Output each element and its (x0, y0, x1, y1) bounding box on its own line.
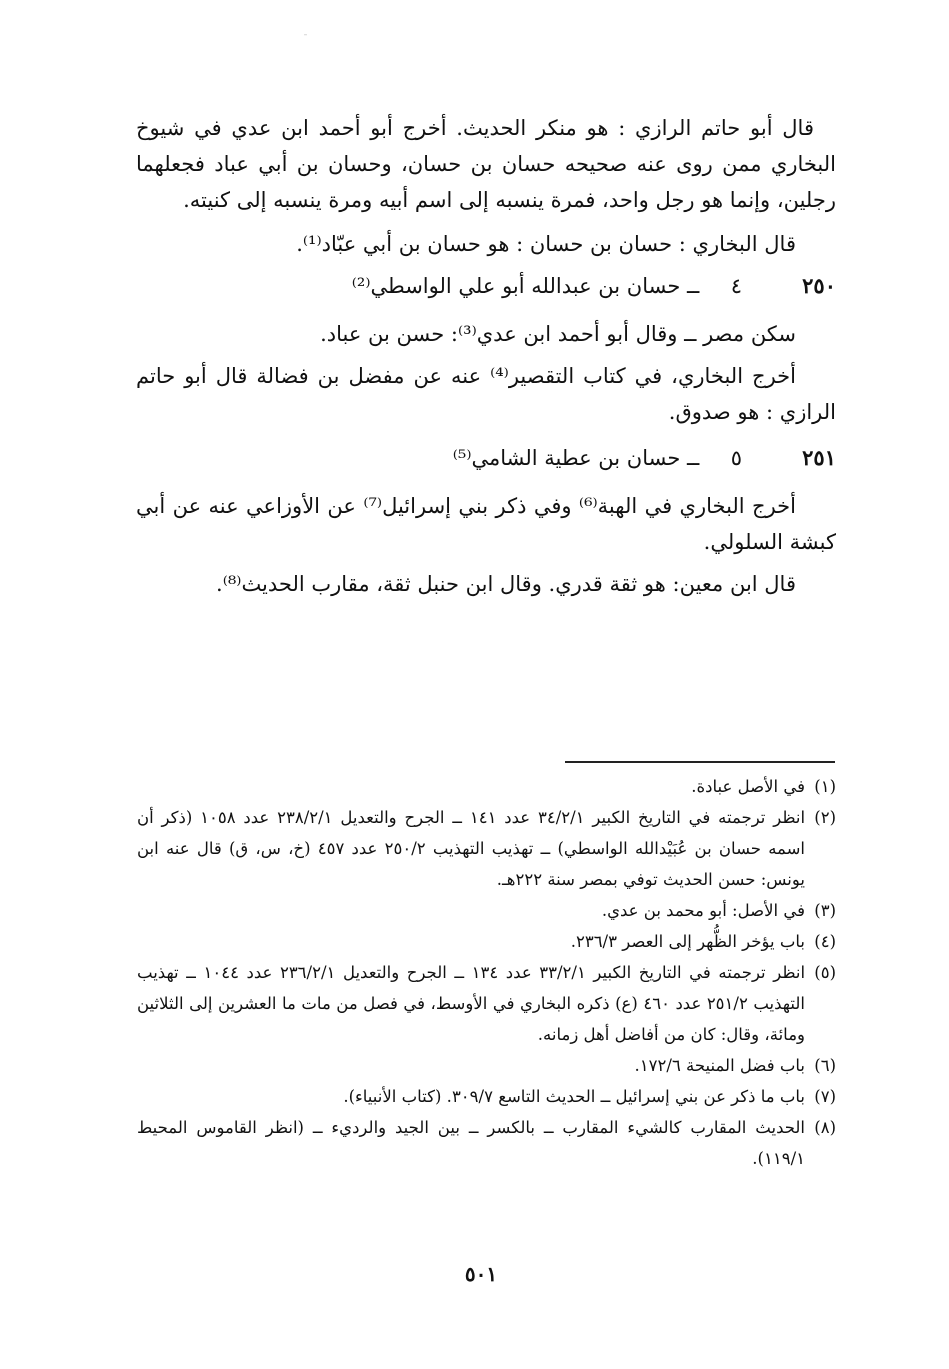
footnote-number: (١) (814, 777, 836, 796)
bukhari-quote: قال البخاري : حسان بن حسان : هو حسان بن أبي عبّاد⁽¹⁾. (296, 232, 796, 256)
footnote-number: (٥) (814, 963, 836, 982)
paragraph-ibn-main: قال ابن معين: هو ثقة قدري. وقال ابن حنبل ثقة، مقارب الحديث⁽⁸⁾. (216, 572, 796, 596)
page-number: ٥٠١ (464, 1262, 498, 1286)
footnote (137, 802, 836, 895)
main-text-block (136, 110, 836, 608)
entry-title (453, 440, 766, 476)
footnote (137, 1112, 836, 1174)
footnote-number: (٤) (814, 932, 836, 951)
footnote-text: باب يؤخر الظُّهر إلى العصر ٢٣٦/٣. (570, 932, 805, 951)
entry-number: ٢٥٠ (802, 273, 836, 298)
footnote-number: (٧) (814, 1087, 836, 1106)
footnote (137, 957, 836, 1050)
entry-name: ــ حسان بن عبدالله أبو علي الواسطي⁽²⁾ (351, 274, 700, 298)
footnote-text: انظر ترجمته في التاريخ الكبير ٣٣/٢/١ عدد ١٣٤ ــ الجرح والتعديل ٢٣٦/٢/١ عدد ١٠٤٤ ــ تهذيب التهذيب ٢٥١/٢ عدد ٤٦٠ (ع) ذكره البخاري في الأوسط، في فصل من مات ما العشرين إلى الثلاثين ومائة، وقال: كان من أفاضل أهل زمانه. (137, 963, 806, 1044)
footnote (137, 771, 836, 802)
paragraph-hiba: أخرج البخاري في الهبة⁽⁶⁾ وفي ذكر بني إسرائيل⁽⁷⁾ عن الأوزاعي عنه عن أبي كبشة السلولي. (136, 494, 836, 554)
paragraph-egypt: سكن مصر ــ وقال أبو أحمد ابن عدي⁽³⁾: حسن بن عباد. (320, 322, 796, 346)
footnote (137, 1050, 836, 1081)
footnote-text: الحديث المقارب كالشيء المقارب ــ بالكسر ــ بين الجيد والرديء ــ (انظر القاموس المحيط ١١٩/١). (137, 1118, 805, 1168)
entry-251 (136, 440, 836, 476)
footnote-text: باب ما ذكر عن بني إسرائيل ــ الحديث التاسع ٣٠٩/٧. (كتاب الأنبياء). (343, 1087, 805, 1106)
footnote-text: انظر ترجمته في التاريخ الكبير ٣٤/٢/١ عدد ١٤١ ــ الجرح والتعديل ٢٣٨/٢/١ عدد ١٠٥٨ (ذكر أن اسمه حسان بن عُبَيْدالله الواسطي) ــ تهذيب التهذيب ٢٥٠/٢ عدد ٤٥٧ (خ، س، ق) قال عنه ابن يونس: حسن الحديث توفي بمصر سنة ٢٢٢هـ. (137, 808, 806, 889)
footnote-text: في الأصل: أبو محمد بن عدي. (601, 901, 805, 920)
footnote-number: (٦) (814, 1056, 836, 1075)
footnote (137, 926, 836, 957)
scan-mark: ˉ (303, 34, 308, 45)
entry-number: ٢٥١ (802, 445, 836, 470)
entry-250 (136, 268, 836, 304)
paragraph-hassan-bin-hassan: قال أبو حاتم الرازي : هو منكر الحديث. أخرج أبو أحمد ابن عدي في شيوخ البخاري ممن روى عنه صحيحه حسان بن حسان، وحسان بن أبي عباد فجعلهما رجلين، وإنما هو رجل واحد، فمرة ينسبه إلى اسم أبيه ومرة ينسبه إلى كنيته. (136, 116, 836, 212)
entry-index: ٥ (730, 446, 742, 470)
entry-index: ٤ (730, 274, 742, 298)
footnotes (137, 771, 836, 1174)
footnote-text: في الأصل عبادة. (691, 777, 805, 796)
footnote (137, 895, 836, 926)
footnote-divider (565, 761, 835, 763)
entry-name: ــ حسان بن عطية الشامي⁽⁵⁾ (452, 446, 700, 470)
footnote-text: باب فضل المنيحة ١٧٢/٦. (634, 1056, 805, 1075)
footnote-number: (٨) (814, 1118, 836, 1137)
footnote (137, 1081, 836, 1112)
paragraph-taqsir: أخرج البخاري، في كتاب التقصير⁽⁴⁾ عنه عن مفضل بن فضالة قال أبو حاتم الرازي : هو صدوق. (136, 364, 836, 424)
entry-title (352, 268, 766, 304)
footnote-number: (٣) (814, 901, 836, 920)
footnote-number: (٢) (814, 808, 836, 827)
